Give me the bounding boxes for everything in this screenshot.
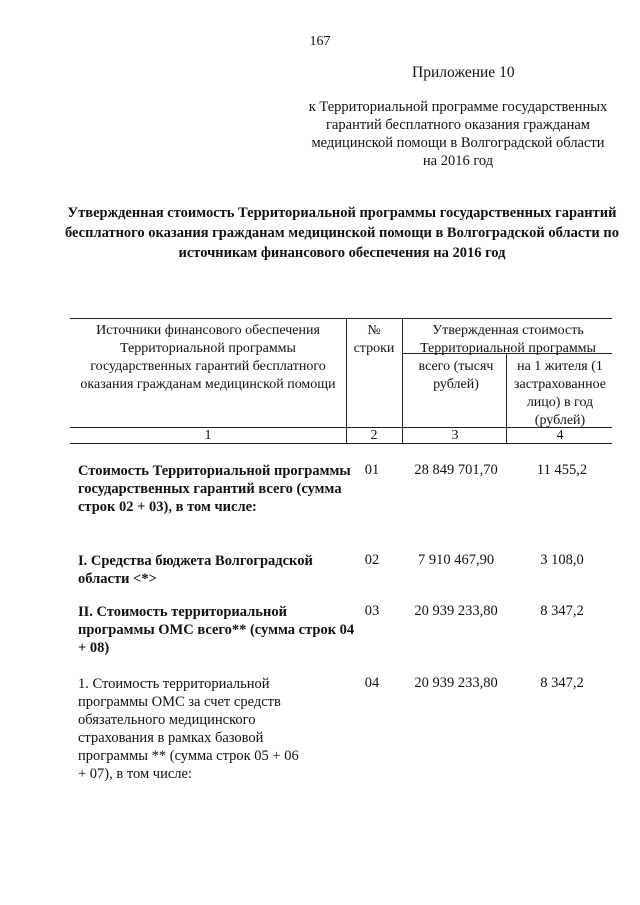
row-total: 20 939 233,80: [414, 675, 498, 691]
row-per-capita: 8 347,2: [540, 603, 584, 619]
header-source: Источники финансового обеспечения Территориальной программы государственных гарантий бесплатного оказания гражданам медицинской помощи: [80, 323, 336, 392]
header-approved-cost: Утвержденная стоимость Территориальной программы: [420, 323, 596, 356]
row-label: 1. Стоимость территориальной программы ОМС за счет средств обязательного медицинского страхования в рамках базовой программы ** (сумма строк 05 + 06 + 07), в том числе:: [78, 676, 299, 782]
column-divider-3: [506, 353, 507, 444]
row-label: II. Стоимость территориальной программы ОМС всего** (сумма строк 04 + 08): [78, 604, 355, 656]
document-heading: Утвержденная стоимость Территориальной программы государственных гарантий бесплатного оказания гражданам медицинской помощи в Волгоградской области по источникам финансового обеспечения на 2016 год: [64, 205, 619, 261]
appendix-title: Приложение 10: [412, 64, 515, 81]
row-code: 04: [364, 675, 380, 691]
header-top-rule: [70, 318, 612, 319]
row-per-capita: 11 455,2: [536, 462, 588, 478]
page-number: 167: [309, 34, 331, 49]
row-label: I. Средства бюджета Волгоградской области <*>: [78, 553, 313, 587]
header-total: всего (тысяч рублей): [418, 359, 494, 392]
appendix-reference: к Территориальной программе государственных гарантий бесплатного оказания гражданам медицинской помощи в Волгоградской области на 2016 год: [308, 99, 608, 169]
column-divider-2: [402, 318, 403, 444]
header-row-number: № строки: [353, 323, 395, 356]
row-total: 20 939 233,80: [414, 603, 498, 619]
row-code: 01: [364, 462, 380, 478]
column-number-3: 3: [451, 428, 459, 443]
row-per-capita: 8 347,2: [540, 675, 584, 691]
row-total: 7 910 467,90: [417, 552, 495, 568]
row-code: 03: [364, 603, 380, 619]
row-per-capita: 3 108,0: [540, 552, 584, 568]
row-code: 02: [364, 552, 380, 568]
header-per-capita: на 1 жителя (1 застрахованное лицо) в год (рублей): [514, 359, 606, 428]
table-header: [70, 318, 612, 444]
row-label: Стоимость Территориальной программы государственных гарантий всего (сумма строк 02 + 03), в том числе:: [78, 463, 351, 515]
column-number-1: 1: [204, 428, 212, 443]
column-number-2: 2: [370, 428, 378, 443]
column-divider-1: [346, 318, 347, 444]
column-number-4: 4: [556, 428, 564, 443]
row-total: 28 849 701,70: [414, 462, 498, 478]
